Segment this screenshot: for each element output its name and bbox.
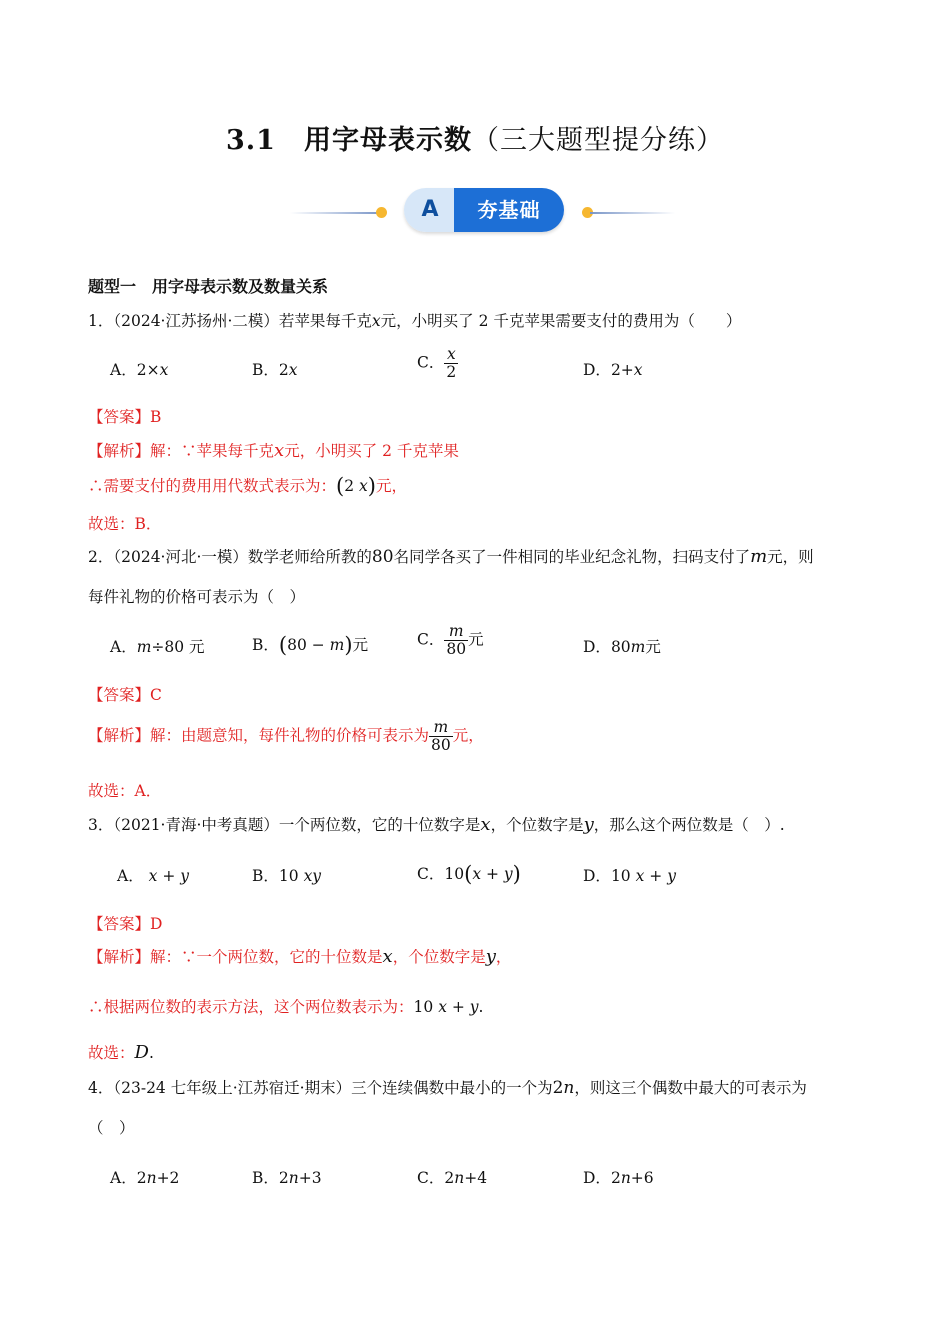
option-text: 2: [278, 361, 289, 379]
q1-stem-post: 元，小明买了 2 千克苹果需要支付的费用为（ ）: [380, 312, 742, 330]
q2-stem-pre: 2．（2024·河北·一模）数学老师给所教的: [88, 548, 372, 566]
option-text: 80: [610, 638, 631, 656]
option-unit: 元: [645, 638, 661, 656]
option-var-x: x: [635, 867, 645, 885]
q4-stem-post: ，则这三个偶数中最大的可表示为: [574, 1079, 807, 1097]
option-num: 10: [444, 865, 465, 883]
q4-option-d[interactable]: [583, 1166, 654, 1188]
q3-stem-mid: ，个位数字是: [490, 816, 584, 834]
q3-option-d[interactable]: [583, 864, 676, 886]
analysis-fraction: [429, 719, 453, 754]
q4-option-a[interactable]: [110, 1166, 179, 1188]
option-label: A．: [110, 1169, 137, 1187]
q1-analysis: [88, 439, 459, 461]
choose-var: D: [134, 1042, 149, 1063]
q1-stem: [88, 309, 741, 331]
analysis-post: 元，小明买了 2 千克苹果: [284, 442, 459, 460]
option-var: n: [146, 1169, 157, 1187]
q4-stem-var: n: [563, 1078, 575, 1098]
option-label: B．: [252, 636, 279, 654]
analysis-pre: 解：∵一个两位数，它的十位数是: [150, 948, 383, 966]
option-op: +: [644, 867, 668, 885]
q2-choose: 故选：A．: [88, 782, 162, 800]
option-fraction: [444, 623, 468, 658]
fraction-denominator: 80: [446, 640, 467, 659]
option-rest: +6: [630, 1169, 654, 1187]
choose-post: .: [148, 1044, 154, 1062]
q3-choose: [88, 1041, 154, 1063]
option-var: x: [159, 361, 169, 379]
option-op: +: [157, 867, 181, 885]
expr-var: x: [359, 477, 368, 495]
q4-stem-line1: [88, 1076, 807, 1098]
page-title: [0, 118, 950, 157]
section-banner: [290, 186, 675, 234]
option-var-y: y: [503, 865, 513, 883]
option-rest: +3: [298, 1169, 322, 1187]
option-label: C．: [417, 630, 445, 649]
option-label: A．: [110, 638, 137, 656]
option-var: x: [633, 361, 643, 379]
expr-post: .: [478, 998, 484, 1016]
expr-op: +: [446, 998, 470, 1016]
analysis-pre: 解：由题意知，每件礼物的价格可表示为: [150, 726, 430, 745]
analysis-tag: 【解析】: [88, 726, 151, 745]
option-label: B．: [252, 361, 279, 379]
q3-stem-post: ，那么这个两位数是（ ）.: [593, 816, 785, 834]
banner-pill: [404, 188, 564, 232]
option-label: D．: [583, 1169, 611, 1187]
q1-option-b[interactable]: [252, 358, 298, 380]
q3-stem-var2: y: [583, 814, 594, 835]
fraction-numerator: m: [444, 623, 468, 641]
q3-stem-pre: 3．（2021·青海·中考真题）一个两位数，它的十位数字是: [88, 816, 481, 834]
q2-stem-num: 80: [371, 547, 394, 567]
q3-option-c[interactable]: C．10(x + y): [417, 862, 521, 886]
option-label: D．: [583, 361, 611, 379]
option-label: C．: [417, 865, 445, 883]
option-var: m: [630, 638, 646, 656]
q4-option-c[interactable]: [417, 1166, 487, 1188]
q2-stem-line2: 每件礼物的价格可表示为（ ）: [88, 588, 306, 606]
q1-option-a[interactable]: [110, 358, 168, 380]
option-var: m: [136, 638, 152, 656]
expr-var-y: y: [469, 998, 479, 1016]
q1-analysis-line2: ∴需要支付的费用用代数式表示为：(2 x)元，: [88, 474, 407, 498]
option-var: xy: [303, 867, 322, 885]
option-text: ÷80 元: [151, 638, 205, 656]
option-var-y: y: [667, 867, 676, 885]
q1-answer: 【答案】B: [88, 408, 162, 426]
q2-option-a[interactable]: [110, 635, 205, 657]
option-var: n: [454, 1169, 465, 1187]
option-label: D．: [583, 638, 611, 656]
q3-analysis: [88, 945, 511, 967]
banner-dot-left: [376, 207, 387, 218]
fraction-denominator: 2: [446, 363, 457, 382]
option-label: D．: [583, 867, 611, 885]
option-unit: 元: [468, 630, 484, 649]
option-label: B．: [252, 867, 279, 885]
q4-option-b[interactable]: [252, 1166, 322, 1188]
option-text: 2×: [136, 361, 160, 379]
fraction-denominator: 80: [431, 736, 451, 755]
fraction-numerator: m: [429, 719, 453, 737]
q3-option-b[interactable]: [252, 864, 321, 886]
title-main: 用字母表示数: [303, 125, 472, 156]
option-num: 10: [278, 867, 299, 885]
analysis-post: ，: [495, 948, 512, 966]
option-var-x: x: [148, 867, 158, 885]
q2-option-c[interactable]: [417, 623, 484, 658]
analysis-post: 元，: [452, 726, 484, 745]
q1-stem-pre: 1．（2024·江苏扬州·二模）若苹果每千克: [88, 312, 372, 330]
q3-option-a[interactable]: [117, 864, 189, 886]
option-op: +: [481, 865, 504, 883]
option-text: 80 −: [287, 636, 330, 654]
analysis-pre: 解：∵苹果每千克: [150, 442, 275, 460]
q3-answer: 【答案】D: [88, 915, 163, 933]
option-num: 2: [136, 1169, 147, 1187]
q2-stem-mid: 名同学各买了一件相同的毕业纪念礼物，扫码支付了: [393, 548, 751, 566]
analysis-line2-post: 元，: [375, 477, 407, 495]
q2-option-b[interactable]: B．(80 − m)元: [252, 633, 369, 657]
option-num: 2: [278, 1169, 289, 1187]
option-label: C．: [417, 353, 445, 372]
q2-analysis: [88, 719, 484, 754]
option-rest: +4: [464, 1169, 488, 1187]
option-num: 2: [444, 1169, 455, 1187]
analysis-tag: 【解析】: [88, 442, 151, 460]
option-rest: +2: [156, 1169, 180, 1187]
option-var-x: x: [472, 865, 482, 883]
title-paren: （三大题型提分练）: [471, 125, 724, 156]
analysis-line2-pre: ∴需要支付的费用用代数式表示为：: [88, 477, 337, 495]
q1-choose: 故选：B．: [88, 515, 162, 533]
banner-letter: A: [404, 188, 456, 232]
analysis-var1: x: [382, 946, 393, 967]
q2-stem-post: 元，则: [767, 548, 814, 566]
q4-stem-pre: 4．（23-24 七年级上·江苏宿迁·期末）三个连续偶数中最小的一个为: [88, 1079, 553, 1097]
option-unit: 元: [352, 636, 369, 654]
q3-stem-var1: x: [480, 814, 491, 835]
q4-stem-line2: （ ）: [88, 1119, 135, 1137]
section-heading: 题型一 用字母表示数及数量关系: [88, 277, 329, 296]
option-var: m: [329, 636, 345, 654]
title-number: 3.1: [226, 125, 276, 156]
analysis-var: x: [274, 440, 285, 461]
option-var: n: [288, 1169, 299, 1187]
expr-num: 10: [413, 998, 434, 1016]
option-label: A．: [117, 867, 144, 885]
option-var: x: [288, 361, 298, 379]
option-var: n: [620, 1169, 631, 1187]
option-var-y: y: [180, 867, 189, 885]
q1-option-d[interactable]: [583, 358, 643, 380]
option-text: 2+: [610, 361, 634, 379]
q3-analysis-line2: [88, 995, 483, 1017]
option-num: 2: [610, 1169, 621, 1187]
option-num: 10: [610, 867, 631, 885]
banner-line-left: [290, 212, 380, 214]
q2-stem-var: m: [750, 546, 768, 567]
option-label: B．: [252, 1169, 279, 1187]
option-fraction: [444, 346, 458, 381]
fraction-numerator: x: [444, 346, 458, 364]
analysis-line2-pre: ∴根据两位数的表示方法，这个两位数表示为：: [88, 998, 414, 1016]
banner-label: 夯基础: [454, 188, 564, 232]
q2-answer: 【答案】C: [88, 686, 162, 704]
choose-pre: 故选：: [88, 1044, 135, 1062]
analysis-tag: 【解析】: [88, 948, 151, 966]
q2-stem-line1: [88, 545, 814, 567]
q1-option-c[interactable]: [417, 346, 458, 381]
q2-option-d[interactable]: [583, 635, 661, 657]
expr-num: 2: [344, 477, 355, 495]
banner-line-right: [590, 212, 675, 214]
q4-stem-num: 2: [552, 1078, 564, 1098]
q1-stem-var: x: [371, 312, 381, 330]
option-label: A．: [110, 361, 137, 379]
analysis-mid: ，个位数字是: [392, 948, 486, 966]
expr-var-x: x: [438, 998, 447, 1016]
option-label: C．: [417, 1169, 445, 1187]
analysis-var2: y: [485, 946, 496, 967]
q3-stem: [88, 813, 785, 835]
